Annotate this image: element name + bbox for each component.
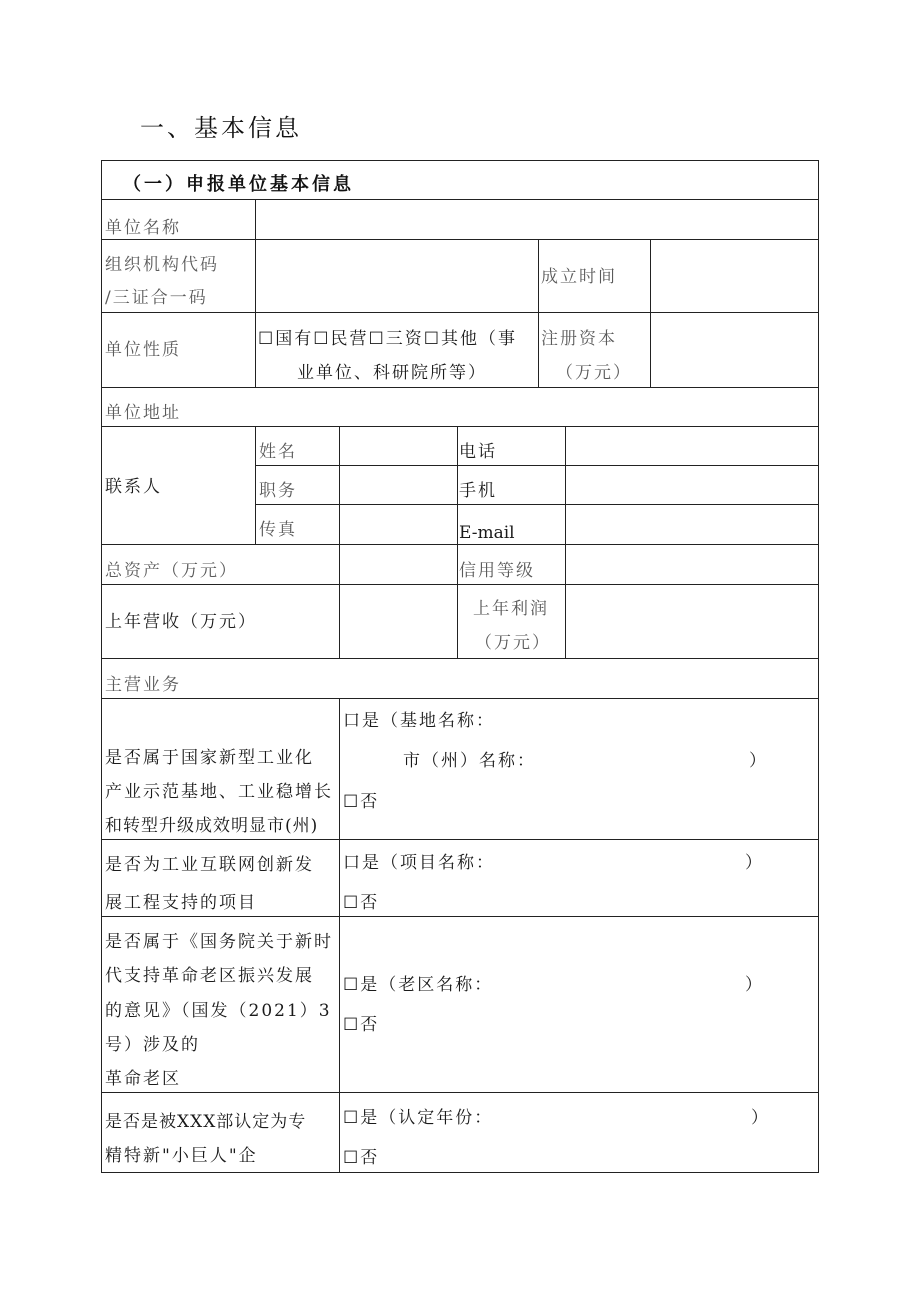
- unit-nature-options-line1[interactable]: ☐国有☐民营☐三资☐其他（事: [258, 329, 517, 349]
- contact-position-label: 职务: [259, 481, 297, 501]
- contact-phone-field[interactable]: [567, 427, 817, 465]
- last-year-profit-label-line2: （万元）: [475, 633, 551, 653]
- q2-question-line2: 展工程支持的项目: [105, 893, 257, 913]
- contact-mobile-label: 手机: [459, 481, 497, 501]
- page-heading: 一、基本信息: [140, 114, 302, 142]
- q1-city-name-label: 市（州）名称：: [403, 751, 536, 771]
- section-title: （一）申报单位基本信息: [123, 174, 354, 195]
- reg-capital-field[interactable]: [652, 313, 817, 387]
- established-field[interactable]: [652, 240, 817, 312]
- address-field[interactable]: [257, 388, 817, 426]
- last-year-revenue-field[interactable]: [341, 585, 456, 658]
- q1-yes-option[interactable]: 口是（基地名称：: [343, 711, 495, 731]
- contact-position-field[interactable]: [341, 466, 456, 504]
- basic-info-form: [101, 160, 819, 1173]
- main-business-label: 主营业务: [105, 675, 181, 695]
- q3-question-line2: 代支持革命老区振兴发展: [105, 966, 314, 986]
- q1-close-paren: ）: [749, 751, 768, 771]
- org-code-field[interactable]: [257, 240, 537, 312]
- contact-email-field[interactable]: [567, 505, 817, 544]
- q4-yes-option[interactable]: ☐是（认定年份：: [343, 1108, 494, 1128]
- contact-name-field[interactable]: [341, 427, 456, 465]
- total-assets-field[interactable]: [341, 545, 456, 584]
- unit-name-field[interactable]: [257, 200, 817, 238]
- contact-name-label: 姓名: [259, 442, 297, 462]
- credit-rating-field[interactable]: [567, 545, 817, 584]
- contact-fax-field[interactable]: [341, 505, 456, 544]
- contact-mobile-field[interactable]: [567, 466, 817, 504]
- reg-capital-label-line2: （万元）: [556, 363, 632, 383]
- credit-rating-label: 信用等级: [459, 561, 535, 581]
- q3-yes-option[interactable]: ☐是（老区名称：: [343, 975, 494, 995]
- last-year-profit-label-line1: 上年利润: [473, 599, 549, 619]
- q3-close-paren: ）: [745, 975, 764, 995]
- q4-close-paren: ）: [751, 1108, 770, 1128]
- address-label: 单位地址: [105, 403, 181, 423]
- contact-label: 联系人: [105, 477, 162, 497]
- q2-no-option[interactable]: ☐否: [343, 893, 380, 913]
- org-code-label-line1: 组织机构代码: [105, 255, 219, 275]
- contact-email-label: E-mail: [459, 523, 515, 543]
- q4-no-option[interactable]: ☐否: [343, 1148, 380, 1168]
- q3-no-option[interactable]: ☐否: [343, 1015, 380, 1035]
- q2-close-paren: ）: [745, 853, 764, 873]
- reg-capital-label-line1: 注册资本: [541, 329, 617, 349]
- unit-name-label: 单位名称: [105, 218, 181, 238]
- q3-question-line5: 革命老区: [105, 1069, 181, 1089]
- main-business-field[interactable]: [341, 659, 817, 698]
- q4-question-line2: 精特新"小巨人"企: [105, 1146, 258, 1166]
- q1-question-line1: 是否属于国家新型工业化: [105, 748, 314, 768]
- unit-nature-label: 单位性质: [105, 340, 181, 360]
- last-year-revenue-label: 上年营收（万元）: [105, 612, 257, 632]
- q1-no-option[interactable]: ☐否: [343, 792, 380, 812]
- q2-question-line1: 是否为工业互联网创新发: [105, 855, 314, 875]
- q1-question-line2: 产业示范基地、工业稳增长: [105, 782, 333, 802]
- total-assets-label: 总资产（万元）: [105, 561, 238, 581]
- q3-question-line4: 号）涉及的: [105, 1035, 200, 1055]
- last-year-profit-field[interactable]: [567, 585, 817, 658]
- q3-question-line3: 的意见》（国发（2021）3: [105, 1001, 332, 1021]
- org-code-label-line2: /三证合一码: [105, 288, 208, 308]
- unit-nature-options-line2: 业单位、科研院所等）: [297, 363, 487, 383]
- q4-question-line1: 是否是被XXX部认定为专: [105, 1112, 307, 1132]
- q1-question-line3: 和转型升级成效明显市(州): [105, 816, 319, 836]
- q3-question-line1: 是否属于《国务院关于新时: [105, 932, 333, 952]
- contact-fax-label: 传真: [259, 520, 297, 540]
- contact-phone-label: 电话: [459, 442, 497, 462]
- q2-yes-option[interactable]: 口是（项目名称：: [343, 853, 495, 873]
- established-label: 成立时间: [541, 267, 617, 287]
